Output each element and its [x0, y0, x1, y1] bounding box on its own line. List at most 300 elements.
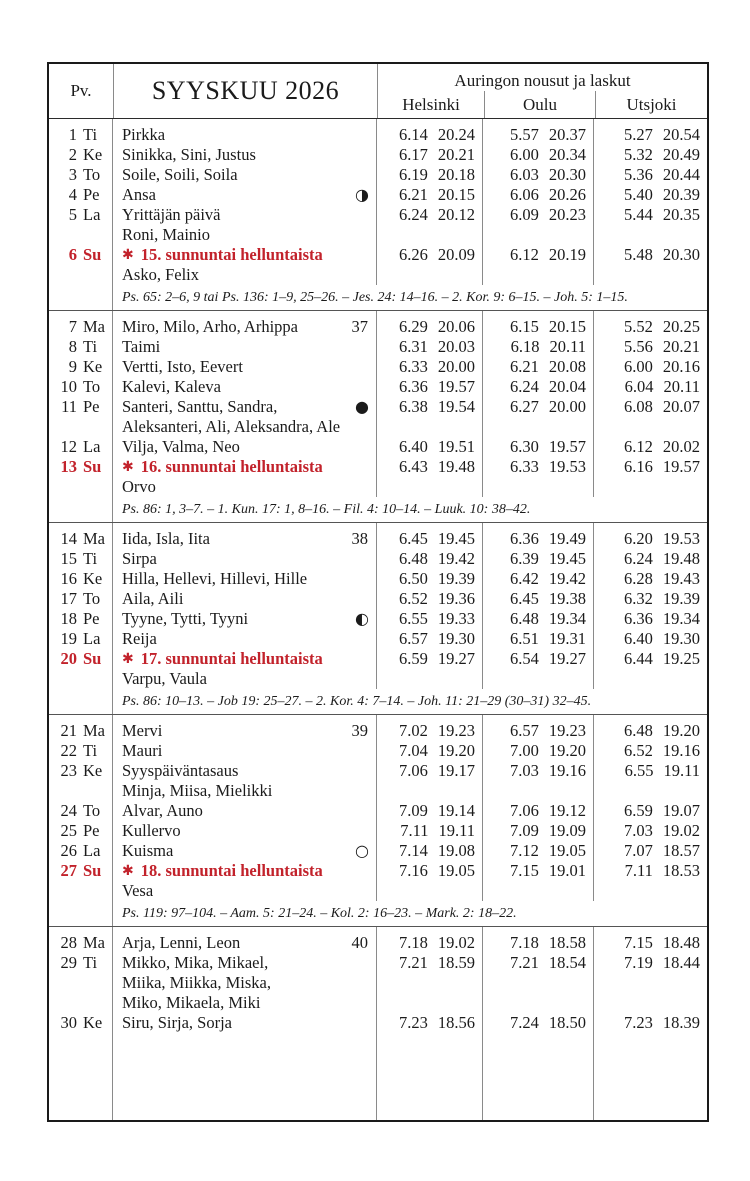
helsinki-times	[377, 861, 483, 881]
new-moon-icon: ●	[355, 397, 369, 416]
utsjoki-times	[594, 377, 707, 397]
name-day-text: Vertti, Isto, Eevert	[122, 357, 243, 376]
sunrise-time: 7.11	[624, 861, 653, 880]
calendar-line	[49, 927, 707, 953]
calendar-line	[49, 437, 707, 457]
utsjoki-times	[594, 265, 707, 285]
weekday-label: Ke	[83, 357, 103, 376]
day-number: 26	[60, 841, 77, 860]
calendar-line	[49, 801, 707, 821]
sunset-time: 19.05	[548, 841, 586, 860]
helsinki-times	[377, 1013, 483, 1033]
sunrise-time: 6.00	[510, 145, 539, 164]
helsinki-times	[377, 993, 483, 1013]
weekday-label: Ke	[83, 569, 103, 588]
utsjoki-times	[594, 927, 707, 953]
sunrise-time: 7.21	[399, 953, 428, 972]
sunset-time: 19.36	[437, 589, 475, 608]
day-number: 25	[60, 821, 77, 840]
day-number: 8	[68, 337, 77, 356]
weekday-label: To	[83, 165, 101, 184]
day-cell	[49, 477, 113, 497]
psalm-row	[49, 901, 707, 926]
sunset-time: 20.09	[437, 245, 475, 264]
sunrise-time: 6.04	[624, 377, 654, 396]
helsinki-times	[377, 165, 483, 185]
oulu-times	[483, 715, 594, 741]
weekday-label: To	[83, 377, 101, 396]
utsjoki-times	[594, 245, 707, 265]
sunset-time: 18.53	[662, 861, 700, 880]
sunrise-time: 6.43	[399, 457, 428, 476]
utsjoki-times	[594, 841, 707, 861]
sunset-time: 20.24	[437, 125, 475, 144]
sunset-time: 19.08	[437, 841, 475, 860]
name-cell	[113, 761, 377, 781]
name-day-text: Ansa	[122, 185, 156, 204]
sunset-time: 20.11	[549, 337, 586, 356]
utsjoki-times	[594, 993, 707, 1013]
filler-cell	[113, 1033, 377, 1120]
utsjoki-times	[594, 569, 707, 589]
utsjoki-times	[594, 185, 707, 205]
helsinki-times	[377, 185, 483, 205]
sunrise-time: 7.15	[624, 933, 653, 952]
oulu-times	[483, 311, 594, 337]
helsinki-times	[377, 741, 483, 761]
sunset-time: 20.37	[548, 125, 586, 144]
filler-cell	[377, 1033, 483, 1120]
sunset-time: 18.48	[662, 933, 700, 952]
day-cell	[49, 761, 113, 781]
psalm-left-cell	[49, 497, 113, 522]
week-block	[49, 522, 707, 714]
utsjoki-times	[594, 165, 707, 185]
sunset-time: 19.45	[437, 529, 475, 548]
name-cell	[113, 629, 377, 649]
sunrise-time: 6.14	[399, 125, 428, 144]
weekday-label: La	[83, 629, 101, 648]
empty-rows	[49, 1033, 707, 1120]
sunset-time: 19.38	[548, 589, 586, 608]
calendar-line	[49, 715, 707, 741]
oulu-times	[483, 165, 594, 185]
utsjoki-times	[594, 397, 707, 417]
sunset-time: 19.12	[548, 801, 586, 820]
psalm-text: Ps. 86: 10–13. – Job 19: 25–27. – 2. Kor. 4: 7–14. – Joh. 11: 21–29 (30–31) 32–45.	[122, 693, 592, 709]
last-quarter-moon-icon: ◑	[355, 185, 369, 204]
sunset-time: 20.21	[662, 337, 700, 356]
calendar-line	[49, 953, 707, 973]
weekday-label: To	[83, 589, 101, 608]
oulu-times	[483, 953, 594, 973]
helsinki-times	[377, 377, 483, 397]
day-cell	[49, 649, 113, 669]
sunday-star-icon: ✱	[122, 247, 134, 263]
name-day-text: Taimi	[122, 337, 161, 356]
sunrise-time: 6.36	[510, 529, 539, 548]
name-cell	[113, 781, 377, 801]
day-number: 28	[60, 933, 77, 952]
utsjoki-times	[594, 669, 707, 689]
helsinki-times	[377, 715, 483, 741]
name-day-text: Arja, Lenni, Leon	[122, 933, 241, 952]
day-number: 16	[60, 569, 77, 588]
day-cell	[49, 337, 113, 357]
oulu-times	[483, 245, 594, 265]
sunset-time: 18.39	[662, 1013, 700, 1032]
sunset-time: 19.16	[548, 761, 586, 780]
utsjoki-times	[594, 357, 707, 377]
day-cell	[49, 357, 113, 377]
day-number: 29	[60, 953, 77, 972]
utsjoki-times	[594, 145, 707, 165]
sunset-time: 19.45	[548, 549, 586, 568]
filler-cell	[49, 1033, 113, 1120]
sunset-time: 19.30	[662, 629, 700, 648]
day-number: 23	[60, 761, 77, 780]
calendar-line	[49, 761, 707, 781]
day-cell	[49, 119, 113, 145]
day-cell	[49, 781, 113, 801]
name-day-text: Asko, Felix	[122, 265, 200, 284]
day-cell	[49, 245, 113, 265]
sunrise-time: 7.00	[510, 741, 539, 760]
filler-cell	[594, 1033, 707, 1120]
sunrise-time: 5.57	[510, 125, 539, 144]
day-cell	[49, 741, 113, 761]
weekday-label: Pe	[83, 397, 100, 416]
sunrise-time: 7.19	[624, 953, 653, 972]
day-number: 6	[68, 245, 77, 264]
sunset-time: 19.11	[663, 761, 700, 780]
sunset-time: 19.16	[662, 741, 700, 760]
sunday-title: 18. sunnuntai helluntaista	[140, 861, 323, 880]
oulu-times	[483, 973, 594, 993]
oulu-times	[483, 881, 594, 901]
sunset-time: 19.17	[437, 761, 475, 780]
sunset-time: 19.14	[437, 801, 475, 820]
weekday-label: Su	[83, 861, 102, 880]
day-cell	[49, 265, 113, 285]
sunset-time: 19.20	[662, 721, 700, 740]
oulu-times	[483, 265, 594, 285]
name-day-text: Kullervo	[122, 821, 181, 840]
sunset-time: 19.54	[437, 397, 475, 416]
name-cell	[113, 715, 377, 741]
day-cell	[49, 881, 113, 901]
day-cell	[49, 397, 113, 417]
sunset-time: 18.44	[662, 953, 700, 972]
name-cell	[113, 973, 377, 993]
name-cell	[113, 649, 377, 669]
name-cell	[113, 397, 377, 417]
day-number: 30	[60, 1013, 77, 1032]
psalm-left-cell	[49, 689, 113, 714]
calendar-line	[49, 993, 707, 1013]
sunrise-time: 7.11	[400, 821, 429, 840]
calendar-line	[49, 311, 707, 337]
sunrise-time: 6.28	[624, 569, 653, 588]
full-moon-icon: ○	[355, 841, 369, 860]
weekday-label: Pe	[83, 821, 100, 840]
sunset-time: 19.01	[548, 861, 586, 880]
sunset-time: 19.05	[437, 861, 475, 880]
oulu-times	[483, 477, 594, 497]
utsjoki-times	[594, 225, 707, 245]
sunset-time: 20.25	[662, 317, 700, 336]
sunset-time: 19.02	[662, 821, 700, 840]
psalm-left-cell	[49, 901, 113, 926]
helsinki-times	[377, 609, 483, 629]
helsinki-times	[377, 821, 483, 841]
sunset-time: 19.25	[662, 649, 700, 668]
name-cell	[113, 927, 377, 953]
sunset-time: 19.51	[437, 437, 475, 456]
oulu-times	[483, 145, 594, 165]
name-cell	[113, 205, 377, 225]
calendar-line	[49, 741, 707, 761]
calendar-line	[49, 165, 707, 185]
city-header-oulu: Oulu	[484, 91, 595, 118]
name-day-text: Siru, Sirja, Sorja	[122, 1013, 232, 1032]
helsinki-times	[377, 477, 483, 497]
sunset-time: 19.23	[437, 721, 475, 740]
sunset-time: 20.03	[437, 337, 475, 356]
calendar-line	[49, 337, 707, 357]
name-cell	[113, 609, 377, 629]
utsjoki-times	[594, 649, 707, 669]
oulu-times	[483, 927, 594, 953]
sunrise-time: 7.03	[624, 821, 653, 840]
sunrise-time: 7.18	[510, 933, 539, 952]
sunset-time: 19.30	[437, 629, 475, 648]
oulu-times	[483, 337, 594, 357]
helsinki-times	[377, 523, 483, 549]
day-cell	[49, 225, 113, 245]
name-day-text: Miika, Miikka, Miska,	[122, 973, 271, 992]
utsjoki-times	[594, 457, 707, 477]
helsinki-times	[377, 629, 483, 649]
name-day-text: Mervi	[122, 721, 163, 740]
calendar-line	[49, 397, 707, 417]
name-day-text: Tyyne, Tytti, Tyyni	[122, 609, 249, 628]
oulu-times	[483, 457, 594, 477]
sunset-time: 19.42	[548, 569, 586, 588]
sunset-time: 20.39	[662, 185, 700, 204]
calendar-line	[49, 629, 707, 649]
day-cell	[49, 205, 113, 225]
sunrise-time: 5.52	[624, 317, 653, 336]
day-column-header: Pv.	[70, 81, 92, 100]
oulu-times	[483, 417, 594, 437]
sunrise-time: 7.23	[624, 1013, 653, 1032]
sunset-time: 19.57	[548, 437, 586, 456]
calendar-line	[49, 861, 707, 881]
day-cell	[49, 311, 113, 337]
day-number: 17	[60, 589, 77, 608]
sunset-time: 20.15	[437, 185, 475, 204]
sunset-time: 20.11	[663, 377, 700, 396]
utsjoki-times	[594, 417, 707, 437]
name-cell	[113, 145, 377, 165]
sunrise-time: 6.20	[624, 529, 653, 548]
sunrise-time: 6.40	[624, 629, 653, 648]
calendar-line	[49, 377, 707, 397]
sunset-time: 19.23	[548, 721, 586, 740]
day-cell	[49, 953, 113, 973]
day-number: 20	[60, 649, 77, 668]
sunset-time: 20.08	[548, 357, 586, 376]
day-cell	[49, 669, 113, 689]
sunrise-time: 7.04	[399, 741, 428, 760]
calendar-line	[49, 245, 707, 265]
helsinki-times	[377, 973, 483, 993]
week-blocks	[49, 119, 707, 1120]
sunset-time: 20.18	[437, 165, 475, 184]
sunrise-time: 6.12	[624, 437, 653, 456]
name-cell	[113, 523, 377, 549]
sunrise-time: 6.24	[624, 549, 653, 568]
name-day-text: Miro, Milo, Arho, Arhippa	[122, 317, 298, 336]
calendar-line	[49, 225, 707, 245]
day-cell	[49, 377, 113, 397]
day-number: 4	[68, 185, 77, 204]
oulu-times	[483, 669, 594, 689]
sunrise-time: 6.32	[624, 589, 653, 608]
psalm-left-cell	[49, 285, 113, 310]
sunrise-time: 6.33	[510, 457, 539, 476]
weekday-label: Ke	[83, 145, 103, 164]
oulu-times	[483, 437, 594, 457]
sunrise-time: 6.29	[399, 317, 428, 336]
day-cell	[49, 589, 113, 609]
day-cell	[49, 417, 113, 437]
day-cell	[49, 145, 113, 165]
sunset-time: 18.58	[548, 933, 586, 952]
weekday-label: Ti	[83, 549, 98, 568]
sunrise-time: 6.36	[624, 609, 653, 628]
weekday-label: Su	[83, 649, 102, 668]
name-cell	[113, 1013, 377, 1033]
weekday-label: Ti	[83, 337, 98, 356]
psalm-row	[49, 497, 707, 522]
oulu-times	[483, 1013, 594, 1033]
sunset-time: 18.50	[548, 1013, 586, 1032]
name-cell	[113, 245, 377, 265]
sunrise-time: 7.03	[510, 761, 539, 780]
name-day-text: Sinikka, Sini, Justus	[122, 145, 256, 164]
sunset-time: 18.56	[437, 1013, 475, 1032]
helsinki-times	[377, 927, 483, 953]
sunrise-time: 6.54	[510, 649, 539, 668]
name-day-text: Mikko, Mika, Mikael,	[122, 953, 269, 972]
calendar-line	[49, 821, 707, 841]
day-number: 24	[60, 801, 77, 820]
sunrise-time: 6.24	[510, 377, 539, 396]
sunrise-time: 7.14	[399, 841, 428, 860]
sunset-time: 20.06	[437, 317, 475, 336]
utsjoki-times	[594, 973, 707, 993]
psalm-text: Ps. 86: 1, 3–7. – 1. Kun. 17: 1, 8–16. – Fil. 4: 10–14. – Luuk. 10: 38–42.	[122, 501, 531, 517]
sunrise-time: 6.03	[510, 165, 539, 184]
name-day-text: Minja, Miisa, Mielikki	[122, 781, 273, 800]
oulu-times	[483, 225, 594, 245]
weekday-label: La	[83, 841, 101, 860]
weekday-label: Ti	[83, 741, 98, 760]
name-cell	[113, 993, 377, 1013]
sunset-time: 20.23	[548, 205, 586, 224]
almanac-calendar-table	[47, 62, 709, 1122]
helsinki-times	[377, 337, 483, 357]
city-header-helsinki: Helsinki	[402, 94, 460, 114]
sunrise-time: 6.31	[399, 337, 428, 356]
helsinki-times	[377, 801, 483, 821]
sunset-time: 20.35	[662, 205, 700, 224]
helsinki-times	[377, 205, 483, 225]
day-cell	[49, 973, 113, 993]
helsinki-times	[377, 841, 483, 861]
sunset-time: 20.34	[548, 145, 586, 164]
helsinki-times	[377, 457, 483, 477]
name-cell	[113, 477, 377, 497]
day-cell	[49, 165, 113, 185]
day-cell	[49, 457, 113, 477]
week-block	[49, 714, 707, 926]
sunset-time: 19.09	[548, 821, 586, 840]
weekday-label: Pe	[83, 185, 100, 204]
helsinki-times	[377, 119, 483, 145]
week-block	[49, 926, 707, 1120]
sunset-time: 19.48	[662, 549, 700, 568]
name-day-text: Soile, Soili, Soila	[122, 165, 238, 184]
helsinki-times	[377, 245, 483, 265]
utsjoki-times	[594, 549, 707, 569]
weekday-label: Su	[83, 457, 102, 476]
day-cell	[49, 1013, 113, 1033]
helsinki-times	[377, 437, 483, 457]
weekday-label: Ti	[83, 953, 98, 972]
day-cell	[49, 927, 113, 953]
city-columns	[378, 91, 707, 118]
name-day-text: Vilja, Valma, Neo	[122, 437, 240, 456]
day-number: 10	[60, 377, 77, 396]
sunrise-time: 6.57	[399, 629, 428, 648]
sunset-time: 20.26	[548, 185, 586, 204]
helsinki-times	[377, 311, 483, 337]
sunrise-time: 6.50	[399, 569, 428, 588]
day-cell	[49, 609, 113, 629]
name-cell	[113, 165, 377, 185]
utsjoki-times	[594, 629, 707, 649]
table-header	[49, 64, 707, 119]
oulu-times	[483, 523, 594, 549]
utsjoki-times	[594, 741, 707, 761]
utsjoki-times	[594, 609, 707, 629]
oulu-times	[483, 801, 594, 821]
sunrise-time: 6.09	[510, 205, 539, 224]
sunrise-time: 6.55	[399, 609, 428, 628]
utsjoki-times	[594, 761, 707, 781]
sunset-time: 20.49	[662, 145, 700, 164]
sunset-time: 19.53	[662, 529, 700, 548]
name-cell	[113, 337, 377, 357]
day-number: 7	[68, 317, 77, 336]
sunset-time: 20.15	[548, 317, 586, 336]
sunrise-time: 6.48	[399, 549, 428, 568]
name-cell	[113, 821, 377, 841]
filler-cell	[483, 1033, 594, 1120]
